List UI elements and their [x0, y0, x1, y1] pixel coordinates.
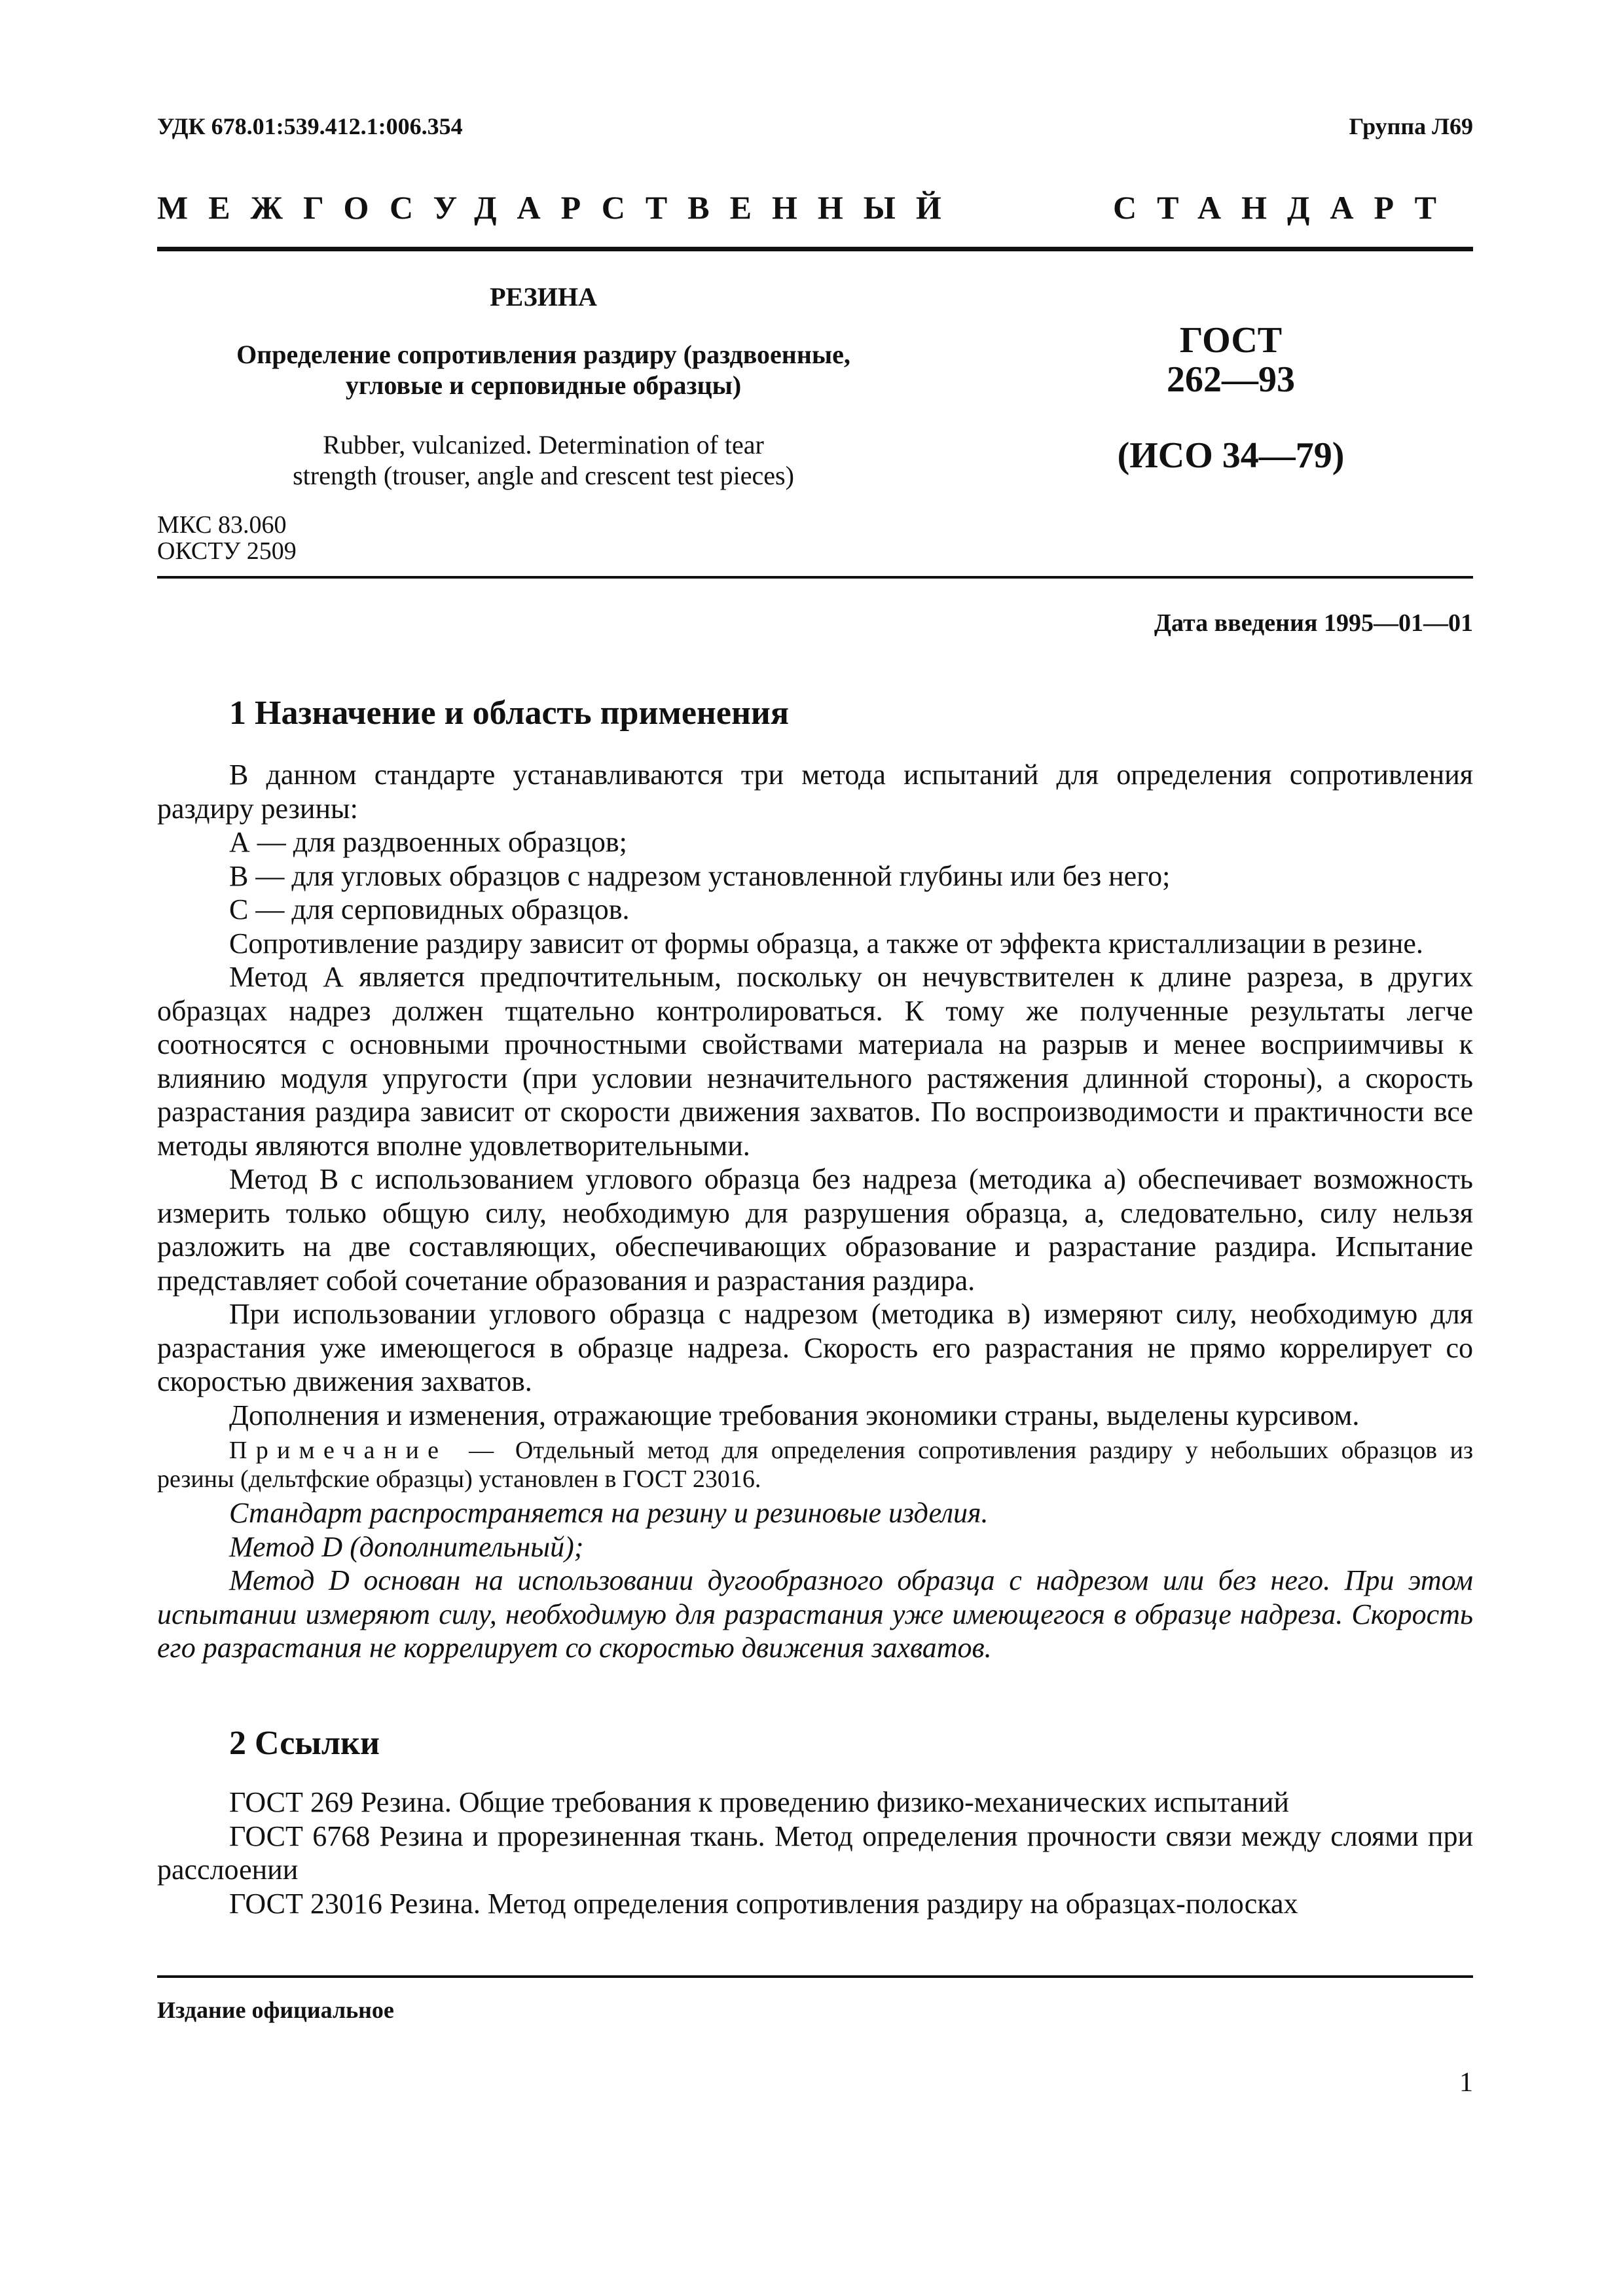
reference-gost-6768: ГОСТ 6768 Резина и прорезиненная ткань. Метод определения прочности связи между слоями при расслоении	[157, 1820, 1473, 1886]
iso-reference: (ИСО 34—79)	[1117, 435, 1345, 476]
mks-code: МКС 83.060	[157, 511, 287, 539]
note-label: Примечание —	[229, 1437, 503, 1464]
paragraph-notched: При использовании углового образца с надрезом (методика в) измеряют силу, необходимую для разрастания уже имеющегося в образце надреза. Скорость его разрастания не прямо коррелирует со скоростью движения захватов.	[157, 1298, 1473, 1397]
paragraph-additions: Дополнения и изменения, отражающие требования экономики страны, выделены курсивом.	[229, 1399, 1360, 1431]
gost-designation	[1067, 321, 1395, 399]
note	[157, 1436, 1473, 1494]
title-ru	[157, 339, 930, 401]
note-text: Отдельный метод для определения сопротивления раздиру у небольших образцов из резины (дельтфские образцы) установлен в ГОСТ 23016.	[157, 1437, 1473, 1493]
title-ru-line-1: Определение сопротивления раздиру (раздвоенные,	[236, 340, 850, 369]
classification-codes	[157, 512, 297, 564]
paragraph-method-b: Метод В с использованием углового образца без надреза (методика а) обеспечивает возможность измерить только общую силу, необходимую для разрушения образца, а, следовательно, силу нельзя разложить на две составляющих, обеспечивающих образование и разрастание раздира. Испытание представляет собой сочетание образования и разрастания раздира.	[157, 1163, 1473, 1297]
section-1-heading: 1 Назначение и область применения	[229, 694, 790, 732]
interstate-word-2: СТАНДАРТ	[1113, 189, 1457, 226]
section-1-body	[157, 758, 1473, 1665]
title-en-line-2: strength (trouser, angle and crescent test pieces)	[293, 461, 794, 490]
gost-number: 262—93	[1167, 359, 1295, 400]
page-number: 1	[1459, 2068, 1473, 2098]
section-2-heading: 2 Ссылки	[229, 1725, 380, 1762]
italic-scope: Стандарт распространяется на резину и резиновые изделия.	[229, 1497, 989, 1529]
reference-gost-23016: ГОСТ 23016 Резина. Метод определения сопротивления раздиру на образцах-полосках	[229, 1887, 1298, 1920]
title-ru-line-2: угловые и серповидные образцы)	[345, 370, 742, 400]
section-2-body	[157, 1785, 1473, 1920]
paragraph-method-a: Метод А является предпочтительным, поскольку он нечувствителен к длине разреза, в других образцах надрез должен тщательно контролироваться. К тому же полученные результаты легче соотносятся с основными прочностными свойствами материала на разрыв и менее восприимчивы к влиянию модуля упругости (при условии незначительного растяжения длинной стороны), а скорость разрастания раздира зависит от скорости движения захватов. По воспроизводимости и практичности все методы являются вполне удовлетворительными.	[157, 961, 1473, 1162]
method-item-b: В — для угловых образцов с надрезом установленной глубины или без него;	[229, 859, 1171, 892]
title-en-line-1: Rubber, vulcanized. Determination of tear	[323, 430, 764, 459]
footer-rule	[157, 1975, 1473, 1978]
title-en	[157, 429, 930, 491]
header-thick-rule	[157, 247, 1473, 251]
italic-method-d: Метод D (дополнительный);	[229, 1530, 584, 1563]
subject-title: РЕЗИНА	[490, 282, 597, 312]
group-code: Группа Л69	[1349, 113, 1473, 139]
gost-label: ГОСТ	[1179, 320, 1283, 361]
paragraph-intro: В данном стандарте устанавливаются три метода испытаний для определения сопротивления раздиру резины:	[157, 759, 1473, 825]
effective-date: Дата введения 1995—01—01	[1154, 609, 1473, 637]
method-item-a: А — для раздвоенных образцов;	[229, 826, 627, 858]
method-item-c: С — для серповидных образцов.	[229, 893, 630, 925]
italic-method-d-description: Метод D основан на использовании дугообразного образца с надрезом или без него. При этом испытании измеряют силу, необходимую для разрастания уже имеющегося в образце надреза. Скорость его разрастания не коррелирует со скоростью движения захватов.	[157, 1564, 1473, 1664]
interstate-word-1: МЕЖГОСУДАРСТВЕННЫЙ	[157, 189, 962, 226]
title-block-rule	[157, 576, 1473, 579]
okstu-code: ОКСТУ 2509	[157, 537, 297, 565]
udk-code: УДК 678.01:539.412.1:006.354	[157, 113, 463, 139]
paragraph-dependence: Сопротивление раздиру зависит от формы образца, а также от эффекта кристаллизации в резине.	[229, 927, 1423, 960]
edition-label: Издание официальное	[157, 1997, 394, 2023]
reference-gost-269: ГОСТ 269 Резина. Общие требования к проведению физико-механических испытаний	[229, 1786, 1289, 1818]
